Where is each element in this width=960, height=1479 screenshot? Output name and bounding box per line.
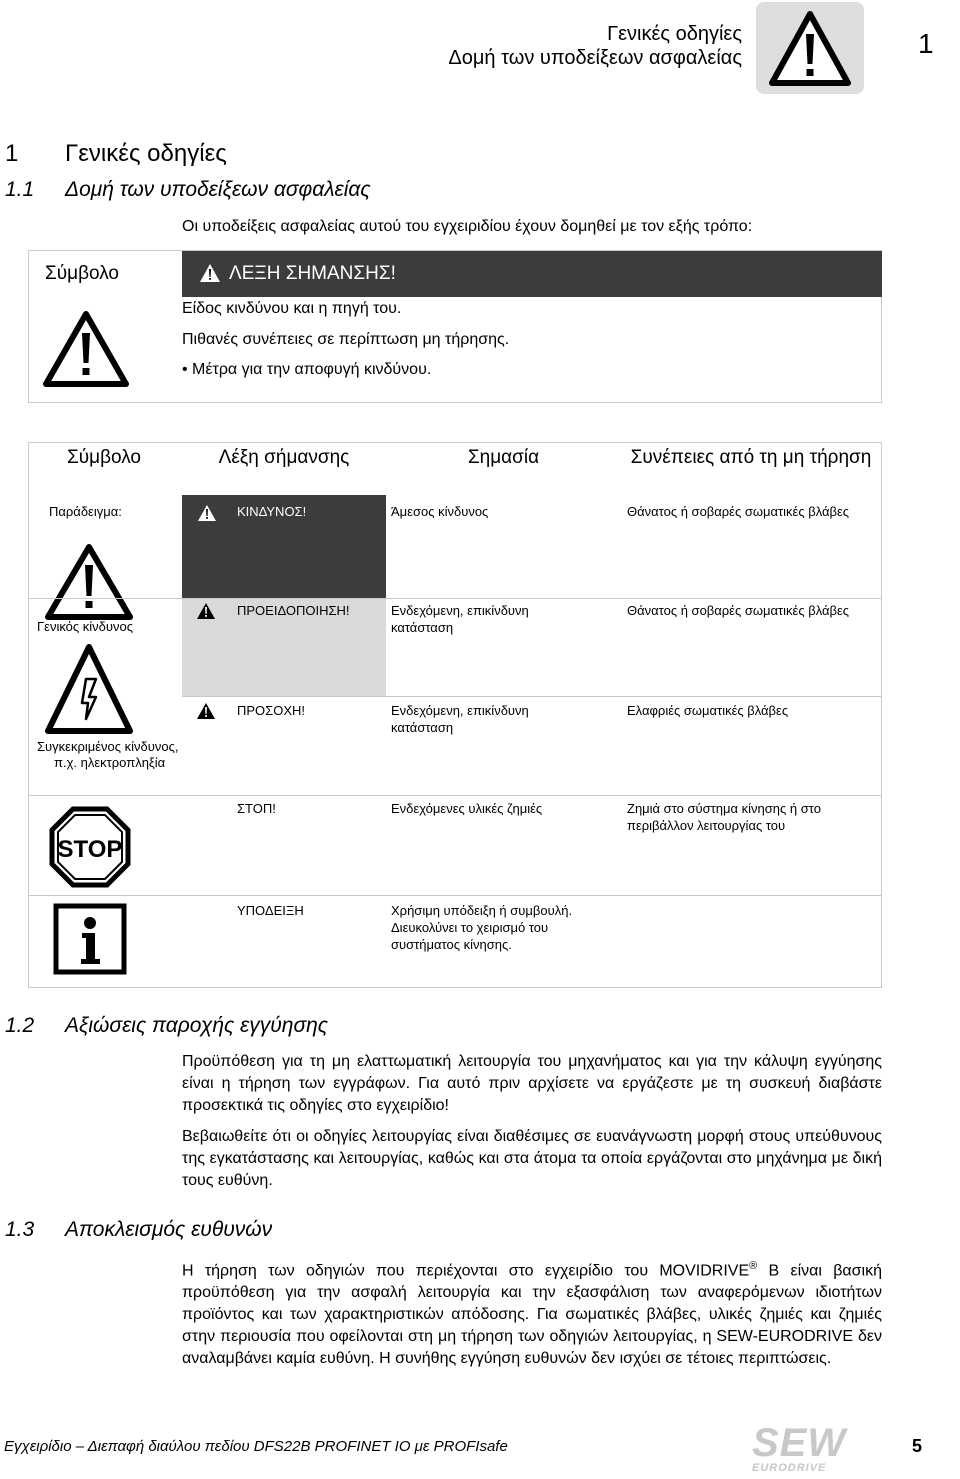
warning-icon: [196, 702, 216, 720]
header-symbol: Σύμβολο: [67, 447, 141, 468]
info-icon: [53, 903, 127, 975]
signal-word: ΛΕΞΗ ΣΗΜΑΝΣΗΣ!: [229, 263, 396, 284]
section-1-2-heading: [5, 1014, 328, 1038]
chapter-number: 1: [918, 28, 934, 59]
header-consequences: Συνέπειες από τη μη τήρηση: [630, 447, 872, 468]
stop-sign-text: STOP: [57, 836, 123, 863]
warning-icon: [196, 602, 216, 620]
registered-mark: ®: [749, 1260, 758, 1272]
signal-word-bar: [182, 251, 882, 297]
section-title: Δομή των υποδείξεων ασφαλείας: [65, 178, 371, 201]
liability-text-end: B είναι βασική προϋπόθεση για την ασφαλή λειτουργία και την εξασφάλιση των αναφερόμενων ιδιοτήτων προϊόντος και των χαρακτηριστικών απόδοσης. Για σωματικές βλάβες, υλικές ζημιές και ζημιές στην περιουσία που οφείλονται στη μη τήρηση των οδηγιών λειτουργίας, η SEW-EURODRIVE δεν αναλαμβάνει καμία ευθύνη. Η συνήθης εγγύηση ευθυνών δεν ισχύει σε τέτοιες περιπτώσεις.: [182, 1262, 883, 1368]
general-hazard-label: Γενικός κίνδυνος: [37, 619, 134, 634]
section-number: 1.2: [5, 1014, 35, 1037]
consequence-stop: Ζημιά στο σύστημα κίνησης ή στο περιβάλλον λειτουργίας του: [627, 801, 821, 833]
section-title: Αποκλεισμός ευθυνών: [65, 1218, 273, 1241]
header-meaning: Σημασία: [467, 447, 540, 468]
divider: [29, 895, 881, 896]
page-number: 5: [912, 1436, 923, 1456]
section-number: 1: [5, 140, 19, 167]
general-hazard-icon: [44, 543, 134, 621]
safety-note-structure: [28, 250, 882, 403]
stop-sign-icon: [49, 806, 131, 888]
header-signal-word: Λέξη σήμανσης: [218, 447, 350, 468]
consequence-caution: Ελαφριές σωματικές βλάβες: [627, 703, 789, 718]
meaning-warning: Ενδεχόμενη, επικίνδυνη κατάσταση: [391, 603, 529, 635]
section-1-1-heading: [5, 178, 371, 202]
meaning-danger: Άμεσος κίνδυνος: [391, 504, 489, 519]
section-1-3-heading: [5, 1218, 272, 1242]
section-title: Αξιώσεις παροχής εγγύησης: [65, 1014, 329, 1037]
section-1-heading: [5, 140, 227, 168]
example-label: Παράδειγμα:: [49, 504, 122, 519]
meaning-note: Χρήσιμη υπόδειξη ή συμβουλή. Διευκολύνει το χειρισμό του συστήματος κίνησης.: [391, 903, 573, 952]
running-header: [448, 22, 742, 70]
symbol-label: Σύμβολο: [45, 263, 119, 284]
consequence-line: Πιθανές συνέπειες σε περίπτωση μη τήρησης.: [182, 331, 510, 348]
divider: [182, 696, 881, 697]
header-subtitle: Δομή των υποδείξεων ασφαλείας: [448, 47, 742, 69]
signal-word-stop: ΣΤΟΠ!: [237, 801, 276, 816]
signal-word-table: [28, 442, 882, 988]
logo-sew: SEW: [752, 1421, 847, 1465]
specific-hazard-label-1: Συγκεκριμένος κίνδυνος,: [37, 739, 179, 754]
measure-line: • Μέτρα για την αποφυγή κινδύνου.: [182, 361, 432, 378]
divider: [29, 795, 881, 796]
warning-icon: [197, 504, 217, 522]
signal-word-danger: ΚΙΝΔΥΝΟΣ!: [237, 504, 307, 519]
warranty-paragraph-1: Προϋπόθεση για τη μη ελαττωματική λειτουργία του μηχανήματος και για την κάλυψη εγγύησης είναι η τήρηση των εγγράφων. Για αυτό πριν αρχίσετε να εργάζεστε με τη συσκευή διαβάστε προσεκτικά τις οδηγίες στο εγχειρίδιο!: [182, 1053, 882, 1114]
consequence-warning: Θάνατος ή σοβαρές σωματικές βλάβες: [627, 603, 850, 618]
hazard-type-line: Είδος κινδύνου και η πηγή του.: [182, 300, 402, 317]
consequence-danger: Θάνατος ή σοβαρές σωματικές βλάβες: [627, 504, 850, 519]
warning-icon: [42, 309, 130, 389]
liability-paragraph: [182, 1255, 882, 1370]
intro-text: Οι υποδείξεις ασφαλείας αυτού του εγχειριδίου έχουν δομηθεί με τον εξής τρόπο:: [182, 218, 753, 235]
electric-hazard-icon: [44, 643, 134, 739]
warranty-paragraph-2: Βεβαιωθείτε ότι οι οδηγίες λειτουργίας είναι διαθέσιμες σε ευανάγνωστη μορφή στους υπεύθυνους της εγκατάστασης και λειτουργίας, καθώς και στα άτομα τα οποία εργάζονται στο μηχάνημα με δική τους ευθύνη.: [182, 1128, 882, 1189]
header-title: Γενικές οδηγίες: [607, 23, 742, 45]
sew-logo: [752, 1421, 862, 1476]
meaning-stop: Ενδεχόμενες υλικές ζημιές: [391, 801, 543, 816]
specific-hazard-label-2: π.χ. ηλεκτροπληξία: [54, 755, 166, 770]
signal-word-caution: ΠΡΟΣΟΧΗ!: [237, 703, 305, 718]
divider: [29, 598, 881, 599]
footer-text: Εγχειρίδιο – Διεπαφή διαύλου πεδίου DFS22B PROFINET IO με PROFIsafe: [4, 1438, 508, 1455]
signal-word-warning: ΠΡΟΕΙΔΟΠΟΙΗΣΗ!: [237, 603, 350, 618]
warning-icon: [199, 263, 221, 283]
section-number: 1.1: [5, 178, 35, 201]
section-number: 1.3: [5, 1218, 35, 1241]
liability-text-start: Η τήρηση των οδηγιών που περιέχονται στο εγχειρίδιο του MOVIDRIVE: [182, 1262, 750, 1280]
signal-word-note: ΥΠΟΔΕΙΞΗ: [237, 903, 304, 918]
logo-eurodrive: EURODRIVE: [752, 1462, 827, 1474]
meaning-caution: Ενδεχόμενη, επικίνδυνη κατάσταση: [391, 703, 529, 735]
warning-icon: [768, 8, 852, 88]
header-warning-box: [756, 2, 864, 94]
section-title: Γενικές οδηγίες: [65, 140, 227, 167]
